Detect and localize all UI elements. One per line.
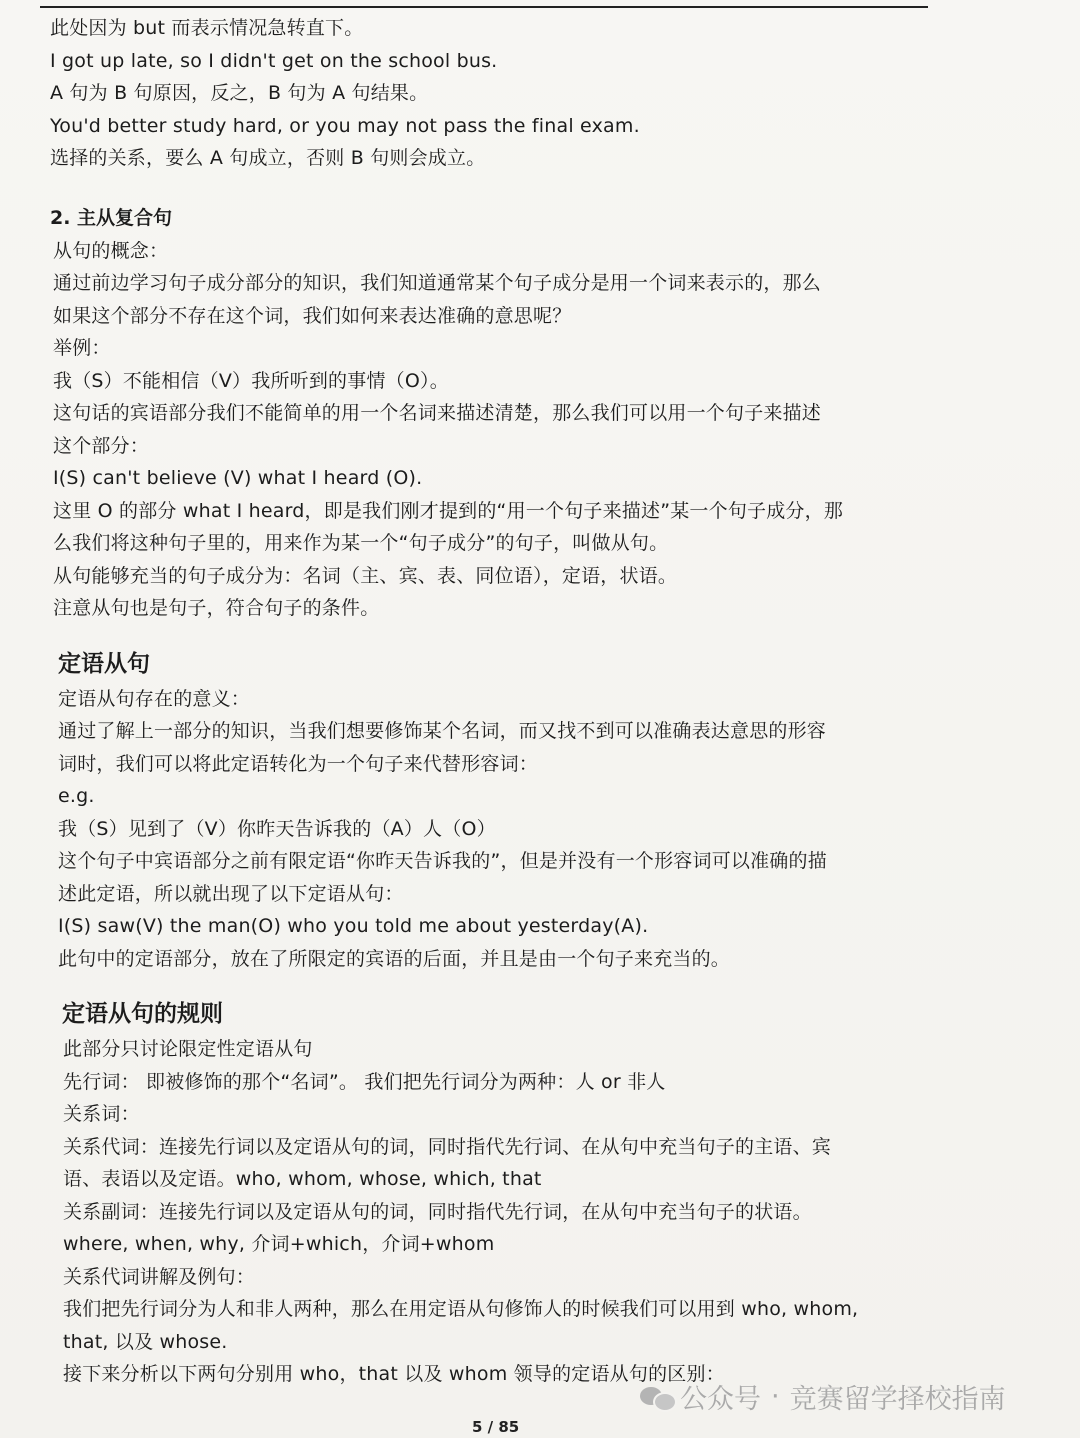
text-line: 这个句子中宾语部分之前有限定语“你昨天告诉我的”，但是并没有一个形容词可以准确的描 [58,850,827,872]
text-line: 我（S）不能相信（V）我所听到的事情（O）。 [53,369,449,392]
text-line: 这句话的宾语部分我们不能简单的用一个名词来描述清楚，那么我们可以用一个句子来描述 [53,402,822,424]
section-heading-compound: 2. 主从复合句 [50,206,173,229]
text-line: 此处因为 but 而表示情况急转直下。 [50,17,364,39]
watermark-account: 公众号 [680,1383,761,1415]
text-line: 我们把先行词分为人和非人两种，那么在用定语从句修饰人的时候我们可以用到 who, whom, [63,1298,859,1320]
text-line: I(S) saw(V) the man(O) who you told me about yesterday(A). [58,915,649,937]
text-line: 从句能够充当的句子成分为：名词（主、宾、表、同位语），定语，状语。 [53,564,678,587]
text-line: 么我们将这种句子里的，用来作为某一个“句子成分”的句子，叫做从句。 [53,532,669,554]
text-line: 关系词： [63,1103,140,1125]
document-body [50,12,930,1391]
text-line: 通过前边学习句子成分部分的知识，我们知道通常某个句子成分是用一个词来表示的，那么 [53,272,822,294]
watermark [640,1376,1006,1416]
text-line: A 句为 B 句原因，反之，B 句为 A 句结果。 [50,82,429,104]
text-line: 接下来分析以下两句分别用 who，that 以及 whom 领导的定语从句的区别： [63,1363,725,1385]
text-line: 词时，我们可以将此定语转化为一个句子来代替形容词： [58,752,539,775]
text-line: 这里 O 的部分 what I heard，即是我们刚才提到的“用一个句子来描述”某一个句子成分，那 [53,499,844,522]
text-line: 从句的概念： [53,239,169,262]
text-line: 这个部分： [53,434,150,457]
text-line: 举例： [53,337,111,359]
text-line: 先行词： 即被修饰的那个“名词”。 我们把先行词分为两种：人 or 非人 [63,1070,666,1093]
text-line: 此部分只讨论限定性定语从句 [63,1038,313,1060]
text-line: 选择的关系，要么 A 句成立，否则 B 句则会成立。 [50,147,486,169]
text-line: 此句中的定语部分，放在了所限定的宾语的后面，并且是由一个句子来充当的。 [58,947,731,970]
watermark-name: 竞赛留学择校指南 [789,1383,1006,1415]
text-line: 注意从句也是句子，符合句子的条件。 [53,597,380,619]
text-line: 关系代词：连接先行词以及定语从句的词，同时指代先行词、在从句中充当句子的主语、宾 [63,1135,832,1158]
wechat-icon [640,1383,674,1409]
text-line: e.g. [58,785,95,807]
text-line: 定语从句存在的意义： [58,687,251,710]
text-line: 如果这个部分不存在这个词，我们如何来表达准确的意思呢？ [53,304,572,327]
text-line: You'd better study hard, or you may not pass the final exam. [50,114,640,137]
text-line: I got up late, so I didn't get on the school bus. [50,49,498,72]
text-line: 关系代词讲解及例句： [63,1265,256,1288]
text-line: where, when, why, 介词+which，介词+whom [63,1233,495,1255]
section-heading-rules: 定语从句的规则 [62,1001,223,1027]
header-rule [40,6,928,8]
text-line: 语、表语以及定语。who, whom, whose, which, that [63,1168,542,1190]
text-line: 关系副词：连接先行词以及定语从句的词，同时指代先行词，在从句中充当句子的状语。 [63,1200,812,1223]
text-line: 通过了解上一部分的知识，当我们想要修饰某个名词，而又找不到可以准确表达意思的形容 [58,720,827,742]
text-line: that, 以及 whose. [63,1330,228,1353]
text-line: 述此定语，所以就出现了以下定语从句： [58,882,404,905]
text-line: 我（S）见到了（V）你昨天告诉我的（A）人（O） [58,817,496,840]
watermark-separator: · [771,1380,780,1412]
page-number: 5 / 85 [472,1418,520,1436]
text-line: I(S) can't believe (V) what I heard (O). [53,467,423,489]
section-heading-attributive: 定语从句 [58,650,150,677]
